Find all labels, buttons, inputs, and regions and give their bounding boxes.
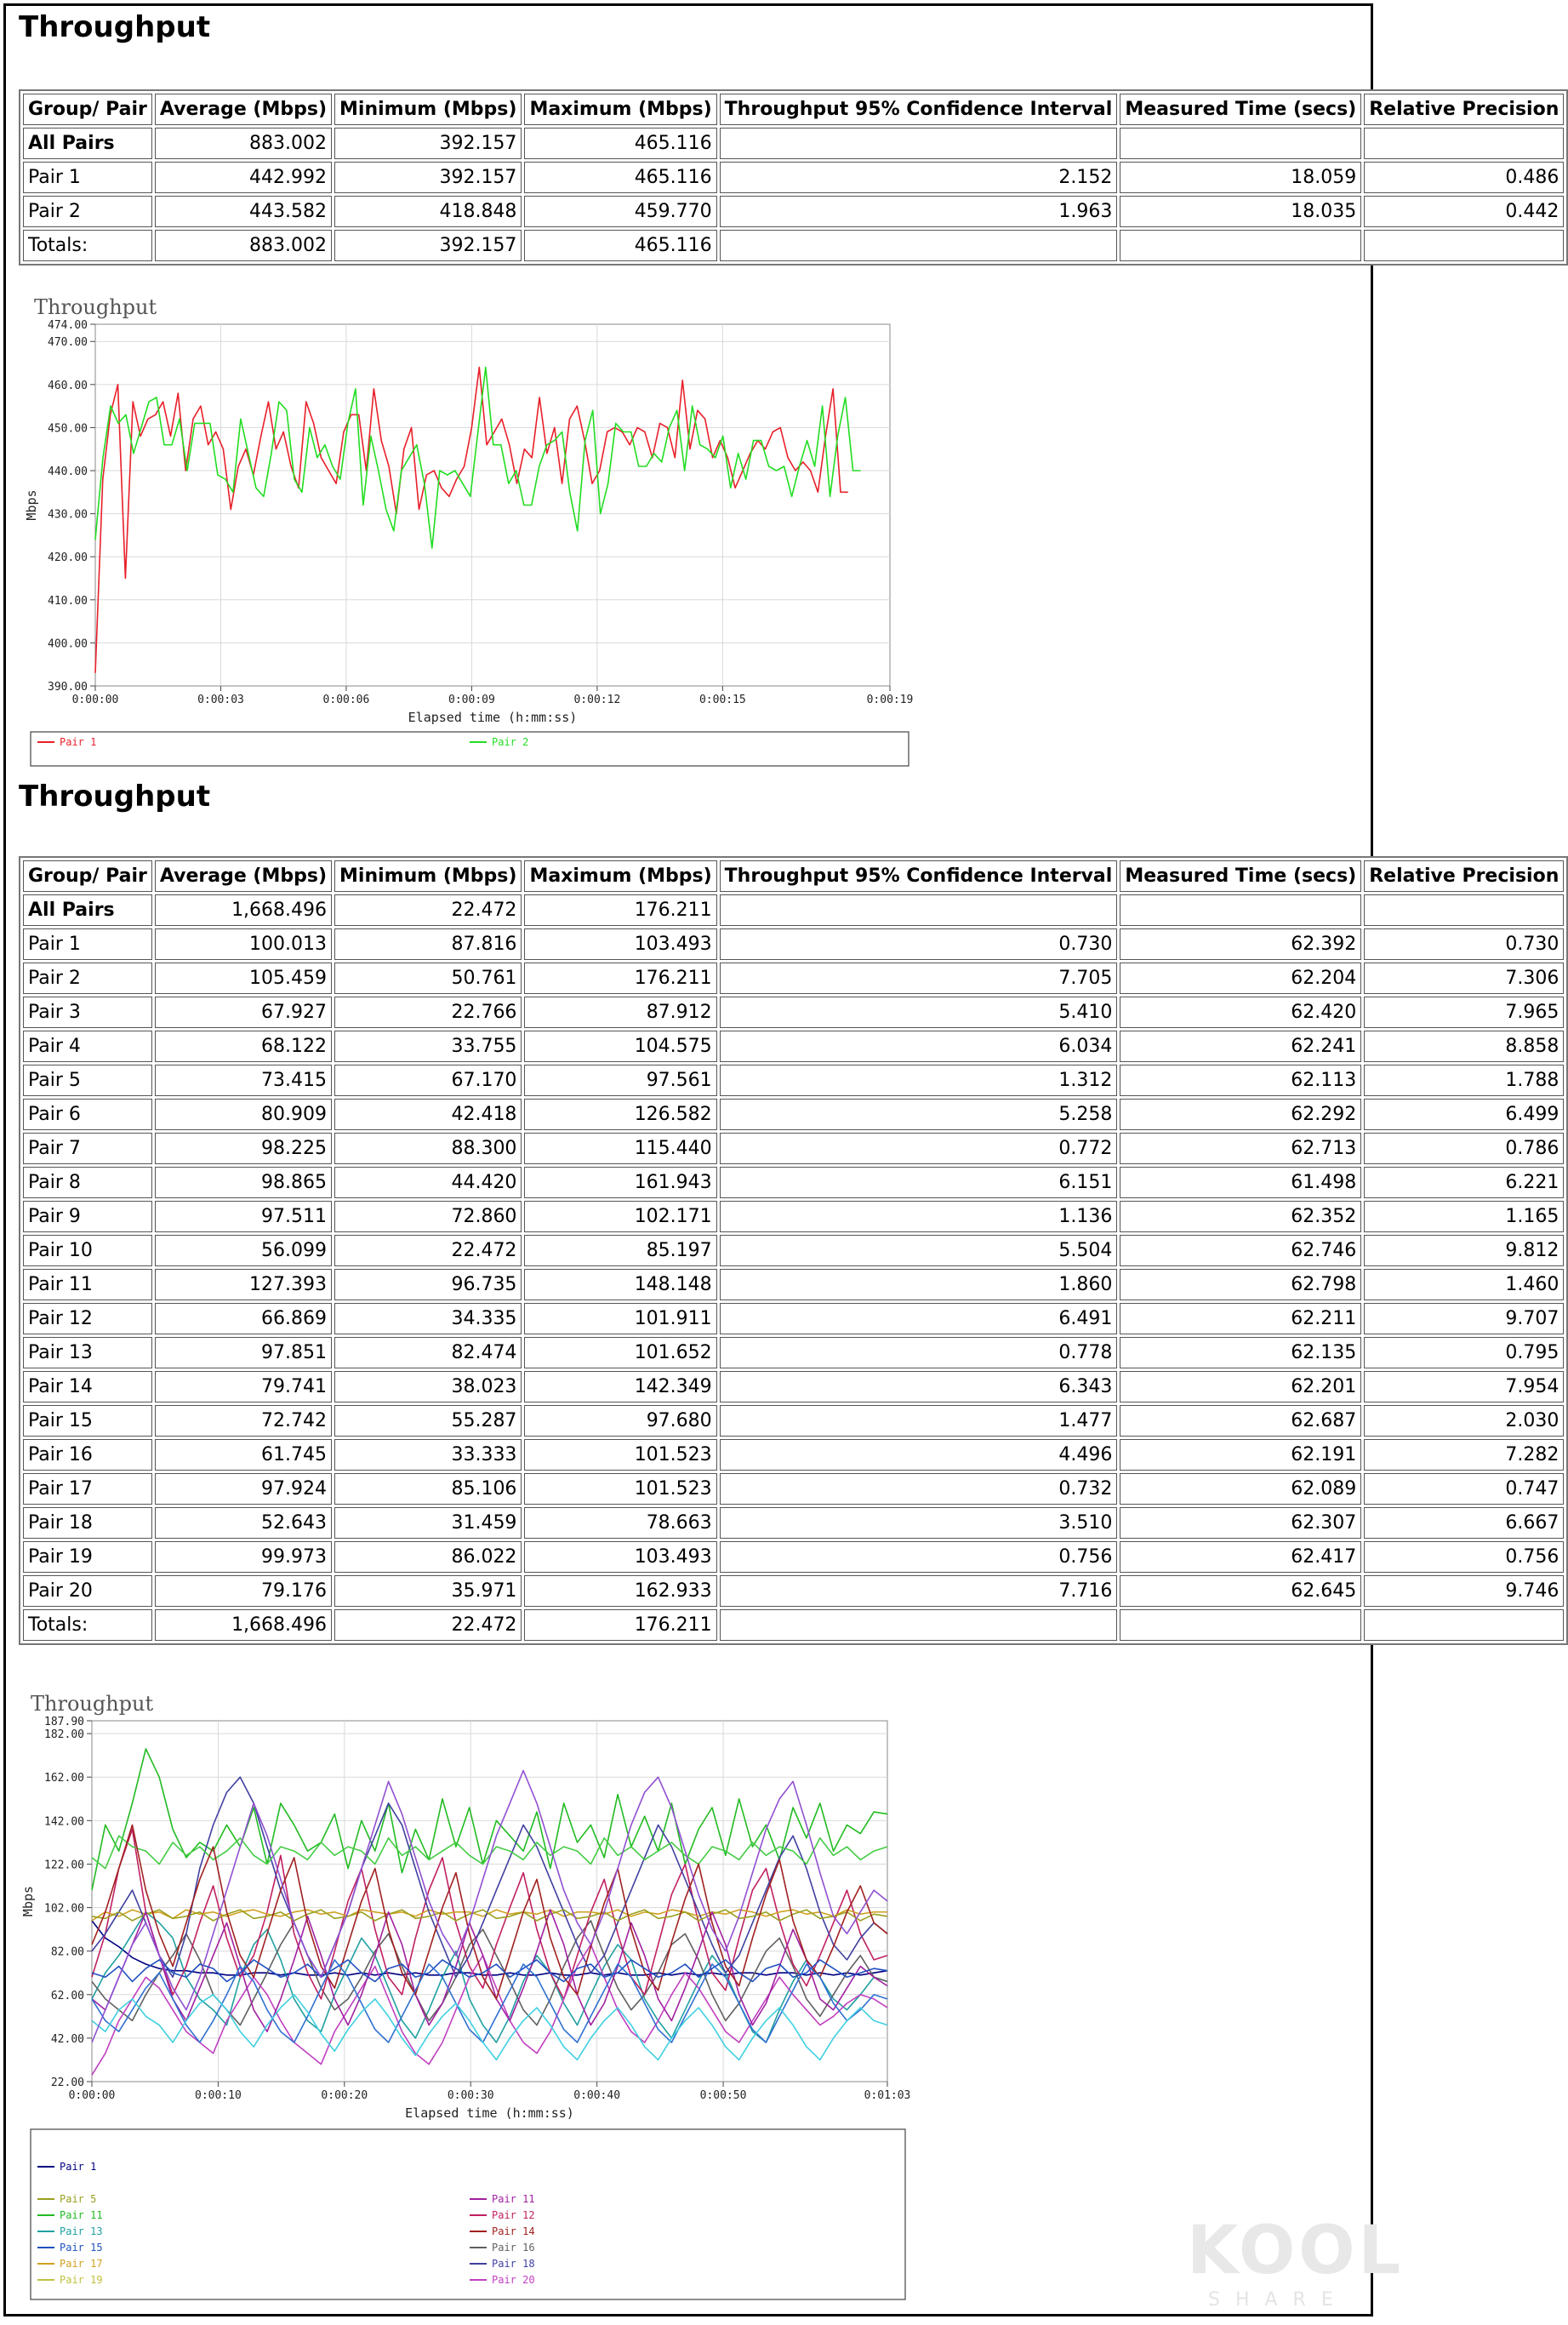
- x-tick-label: 0:00:15: [698, 694, 746, 706]
- table-cell: 72.742: [155, 1405, 332, 1437]
- x-tick-label: 0:00:10: [195, 2089, 242, 2102]
- x-tick-label: 0:00:06: [322, 694, 370, 706]
- table-cell: 72.860: [334, 1201, 522, 1232]
- legend-entry: Pair 2: [492, 736, 529, 748]
- row-label: Pair 14: [23, 1371, 152, 1402]
- table-cell: 176.211: [524, 894, 716, 926]
- table-cell: 79.176: [155, 1575, 332, 1607]
- x-tick-label: 0:01:03: [864, 2089, 911, 2102]
- legend-entry: Pair 17: [60, 2258, 103, 2270]
- y-tick-label: 102.00: [44, 1902, 84, 1916]
- column-header: Minimum (Mbps): [334, 860, 522, 892]
- table-cell: 101.911: [524, 1303, 716, 1334]
- x-tick-label: 0:00:30: [447, 2089, 494, 2102]
- table-cell: 7.306: [1364, 963, 1564, 994]
- table-cell: 88.300: [334, 1133, 522, 1164]
- legend-box: [31, 2129, 905, 2299]
- table-cell: 6.667: [1364, 1507, 1564, 1539]
- row-label: Pair 5: [23, 1065, 152, 1096]
- table-cell: 465.116: [524, 128, 716, 159]
- table-cell: 62.307: [1120, 1507, 1361, 1539]
- table-cell: 61.498: [1120, 1167, 1361, 1198]
- table-cell: 33.333: [334, 1439, 522, 1471]
- table-cell: 73.415: [155, 1065, 332, 1096]
- x-tick-label: 0:00:00: [68, 2089, 116, 2102]
- table-cell: 0.756: [1364, 1541, 1564, 1573]
- table-cell: 22.472: [334, 1235, 522, 1266]
- table-cell: 44.420: [334, 1167, 522, 1198]
- x-tick-label: 0:00:09: [448, 694, 495, 706]
- table-cell: 883.002: [155, 128, 332, 159]
- table-cell: 103.493: [524, 1541, 716, 1573]
- x-tick-label: 0:00:12: [573, 694, 621, 706]
- table-cell: 56.099: [155, 1235, 332, 1266]
- x-tick-label: 0:00:50: [699, 2089, 747, 2102]
- table-cell: 9.812: [1364, 1235, 1564, 1266]
- legend-entry: Pair 1: [60, 2161, 97, 2173]
- row-label: Pair 1: [23, 928, 152, 960]
- table-cell: 62.241: [1120, 1031, 1361, 1062]
- chart-title: Throughput: [34, 295, 157, 319]
- table-cell: 67.170: [334, 1065, 522, 1096]
- x-tick-label: 0:00:00: [71, 694, 119, 706]
- column-header: Throughput 95% Confidence Interval: [720, 94, 1118, 125]
- table-cell: 115.440: [524, 1133, 716, 1164]
- table-cell: 176.211: [524, 963, 716, 994]
- table-cell: 62.798: [1120, 1269, 1361, 1300]
- table-cell: 62.201: [1120, 1371, 1361, 1402]
- table-cell: 392.157: [334, 128, 522, 159]
- legend-entry: Pair 14: [492, 2225, 535, 2237]
- table-cell: 5.504: [720, 1235, 1118, 1266]
- legend-entry: Pair 12: [492, 2209, 535, 2221]
- table-cell: 2.152: [720, 162, 1118, 193]
- table-cell: 0.730: [1364, 928, 1564, 960]
- table-cell: 126.582: [524, 1099, 716, 1130]
- row-label: Pair 7: [23, 1133, 152, 1164]
- table-cell: [1364, 894, 1564, 926]
- plot-area: [92, 1721, 887, 2082]
- table-cell: 103.493: [524, 928, 716, 960]
- table-cell: 127.393: [155, 1269, 332, 1300]
- table-cell: 62.113: [1120, 1065, 1361, 1096]
- table-cell: 62.292: [1120, 1099, 1361, 1130]
- table-cell: 6.499: [1364, 1099, 1564, 1130]
- table-cell: 62.420: [1120, 997, 1361, 1028]
- y-tick-label: 187.90: [44, 1716, 84, 1728]
- table-cell: 62.135: [1120, 1337, 1361, 1368]
- table-cell: 102.171: [524, 1201, 716, 1232]
- table-cell: 5.410: [720, 997, 1118, 1028]
- table-cell: 0.756: [720, 1541, 1118, 1573]
- y-tick-label: 122.00: [44, 1859, 84, 1872]
- row-label: Pair 20: [23, 1575, 152, 1607]
- table-cell: 0.786: [1364, 1133, 1564, 1164]
- column-header: Throughput 95% Confidence Interval: [720, 860, 1118, 892]
- table-cell: 87.912: [524, 997, 716, 1028]
- table-cell: 22.766: [334, 997, 522, 1028]
- column-header: Maximum (Mbps): [524, 860, 716, 892]
- legend-entry: Pair 5: [60, 2193, 97, 2205]
- chart-title: Throughput: [31, 1692, 154, 1716]
- y-tick-label: 460.00: [48, 379, 88, 392]
- table-cell: 459.770: [524, 196, 716, 227]
- row-label: Pair 15: [23, 1405, 152, 1437]
- table-cell: 418.848: [334, 196, 522, 227]
- table-cell: 101.652: [524, 1337, 716, 1368]
- table-cell: 0.732: [720, 1473, 1118, 1505]
- legend-entry: Pair 15: [60, 2242, 103, 2254]
- table-cell: 465.116: [524, 230, 716, 261]
- table-cell: 1,668.496: [155, 1609, 332, 1641]
- table-cell: 6.034: [720, 1031, 1118, 1062]
- row-label: All Pairs: [23, 894, 152, 926]
- table-cell: 1.136: [720, 1201, 1118, 1232]
- table-cell: 85.106: [334, 1473, 522, 1505]
- table-cell: 62.204: [1120, 963, 1361, 994]
- legend-entry: Pair 1: [60, 736, 97, 748]
- table-cell: 3.510: [720, 1507, 1118, 1539]
- table-cell: 392.157: [334, 162, 522, 193]
- table-cell: 443.582: [155, 196, 332, 227]
- table-cell: 80.909: [155, 1099, 332, 1130]
- table-cell: 1.860: [720, 1269, 1118, 1300]
- table-cell: 101.523: [524, 1439, 716, 1471]
- x-tick-label: 0:00:03: [197, 694, 244, 706]
- table-cell: 98.865: [155, 1167, 332, 1198]
- table-cell: 62.746: [1120, 1235, 1361, 1266]
- table-cell: 105.459: [155, 963, 332, 994]
- table-cell: 6.221: [1364, 1167, 1564, 1198]
- x-tick-label: 0:00:19: [866, 694, 914, 706]
- table-cell: 104.575: [524, 1031, 716, 1062]
- table-cell: 62.392: [1120, 928, 1361, 960]
- table-cell: 0.778: [720, 1337, 1118, 1368]
- table-cell: 142.349: [524, 1371, 716, 1402]
- row-label: Pair 16: [23, 1439, 152, 1471]
- row-label: Pair 10: [23, 1235, 152, 1266]
- x-tick-label: 0:00:40: [573, 2089, 621, 2102]
- row-label: Pair 2: [23, 963, 152, 994]
- row-label: Pair 1: [23, 162, 152, 193]
- table-cell: 0.442: [1364, 196, 1564, 227]
- table-cell: 7.282: [1364, 1439, 1564, 1471]
- table-cell: 1.477: [720, 1405, 1118, 1437]
- legend-entry: Pair 11: [492, 2193, 535, 2205]
- column-header: Group/ Pair: [23, 860, 152, 892]
- table-cell: 6.151: [720, 1167, 1118, 1198]
- table-cell: 31.459: [334, 1507, 522, 1539]
- table-cell: 62.687: [1120, 1405, 1361, 1437]
- y-axis-label: Mbps: [20, 1885, 36, 1917]
- y-tick-label: 62.00: [50, 1989, 84, 2002]
- column-header: Average (Mbps): [155, 94, 332, 125]
- column-header: Maximum (Mbps): [524, 94, 716, 125]
- table-cell: 883.002: [155, 230, 332, 261]
- table-cell: 99.973: [155, 1541, 332, 1573]
- table-cell: 62.191: [1120, 1439, 1361, 1471]
- table-cell: 87.816: [334, 928, 522, 960]
- y-tick-label: 450.00: [48, 422, 88, 436]
- column-header: Relative Precision: [1364, 94, 1564, 125]
- y-tick-label: 410.00: [48, 594, 88, 608]
- table-cell: 1.165: [1364, 1201, 1564, 1232]
- column-header: Group/ Pair: [23, 94, 152, 125]
- table-cell: 35.971: [334, 1575, 522, 1607]
- table-cell: [1364, 128, 1564, 159]
- table-cell: 68.122: [155, 1031, 332, 1062]
- y-tick-label: 142.00: [44, 1815, 84, 1829]
- x-axis-label: Elapsed time (h:mm:ss): [405, 2105, 574, 2121]
- legend-entry: Pair 11: [60, 2209, 103, 2221]
- table-cell: 176.211: [524, 1609, 716, 1641]
- table-cell: 161.943: [524, 1167, 716, 1198]
- table-cell: 7.705: [720, 963, 1118, 994]
- table-cell: 0.747: [1364, 1473, 1564, 1505]
- row-label: Totals:: [23, 230, 152, 261]
- y-tick-label: 430.00: [48, 508, 88, 522]
- x-tick-label: 0:00:20: [321, 2089, 368, 2102]
- table-cell: 34.335: [334, 1303, 522, 1334]
- table-cell: 62.089: [1120, 1473, 1361, 1505]
- legend-entry: Pair 13: [60, 2225, 103, 2237]
- y-tick-label: 82.00: [50, 1945, 84, 1959]
- table-cell: 61.745: [155, 1439, 332, 1471]
- column-header: Relative Precision: [1364, 860, 1564, 892]
- x-axis-label: Elapsed time (h:mm:ss): [408, 710, 578, 725]
- table-cell: [1364, 1609, 1564, 1641]
- table-cell: 465.116: [524, 162, 716, 193]
- table-cell: 97.924: [155, 1473, 332, 1505]
- table-cell: 0.772: [720, 1133, 1118, 1164]
- row-label: Pair 18: [23, 1507, 152, 1539]
- table-cell: 148.148: [524, 1269, 716, 1300]
- y-tick-label: 470.00: [48, 336, 88, 350]
- table-cell: 78.663: [524, 1507, 716, 1539]
- table-cell: 86.022: [334, 1541, 522, 1573]
- row-label: Pair 13: [23, 1337, 152, 1368]
- y-tick-label: 420.00: [48, 551, 88, 565]
- y-tick-label: 390.00: [48, 681, 88, 694]
- legend-entry: Pair 18: [492, 2258, 535, 2270]
- table-cell: 7.965: [1364, 997, 1564, 1028]
- table-cell: 55.287: [334, 1405, 522, 1437]
- table-cell: 5.258: [720, 1099, 1118, 1130]
- y-tick-label: 42.00: [50, 2032, 84, 2046]
- table-cell: 62.713: [1120, 1133, 1361, 1164]
- table-cell: 42.418: [334, 1099, 522, 1130]
- table-cell: 1.312: [720, 1065, 1118, 1096]
- row-label: Pair 4: [23, 1031, 152, 1062]
- table-cell: 101.523: [524, 1473, 716, 1505]
- table-cell: [1364, 230, 1564, 261]
- table-cell: 1,668.496: [155, 894, 332, 926]
- table-cell: 62.645: [1120, 1575, 1361, 1607]
- table-cell: 97.511: [155, 1201, 332, 1232]
- table-cell: 8.858: [1364, 1031, 1564, 1062]
- y-tick-label: 182.00: [44, 1728, 84, 1742]
- table-cell: 62.417: [1120, 1541, 1361, 1573]
- row-label: Pair 3: [23, 997, 152, 1028]
- legend-entry: Pair 20: [492, 2274, 535, 2286]
- table-cell: 97.561: [524, 1065, 716, 1096]
- table-cell: 2.030: [1364, 1405, 1564, 1437]
- table-cell: 96.735: [334, 1269, 522, 1300]
- y-tick-label: 474.00: [48, 319, 88, 332]
- row-label: Pair 19: [23, 1541, 152, 1573]
- table-cell: 9.746: [1364, 1575, 1564, 1607]
- table-cell: 1.963: [720, 196, 1118, 227]
- y-axis-label: Mbps: [24, 489, 39, 521]
- row-label: Pair 9: [23, 1201, 152, 1232]
- table-cell: 0.730: [720, 928, 1118, 960]
- table-cell: 62.352: [1120, 1201, 1361, 1232]
- table-cell: 100.013: [155, 928, 332, 960]
- table-cell: 98.225: [155, 1133, 332, 1164]
- table-cell: 82.474: [334, 1337, 522, 1368]
- table-cell: 6.343: [720, 1371, 1118, 1402]
- row-label: Pair 6: [23, 1099, 152, 1130]
- y-tick-label: 22.00: [50, 2077, 84, 2089]
- watermark-logo: KOOL: [1187, 2213, 1405, 2289]
- table-cell: 97.680: [524, 1405, 716, 1437]
- column-header: Average (Mbps): [155, 860, 332, 892]
- row-label: Pair 17: [23, 1473, 152, 1505]
- table-cell: 52.643: [155, 1507, 332, 1539]
- column-header: Measured Time (secs): [1120, 94, 1361, 125]
- table-cell: 50.761: [334, 963, 522, 994]
- watermark-sub: SHARE: [1208, 2289, 1348, 2311]
- table-cell: 162.933: [524, 1575, 716, 1607]
- table-cell: 97.851: [155, 1337, 332, 1368]
- row-label: Pair 11: [23, 1269, 152, 1300]
- table-cell: 79.741: [155, 1371, 332, 1402]
- table-cell: 66.869: [155, 1303, 332, 1334]
- row-label: Pair 8: [23, 1167, 152, 1198]
- column-header: Measured Time (secs): [1120, 860, 1361, 892]
- table-cell: 22.472: [334, 1609, 522, 1641]
- legend-entry: Pair 16: [492, 2242, 535, 2254]
- table-cell: 442.992: [155, 162, 332, 193]
- table-cell: 0.795: [1364, 1337, 1564, 1368]
- table-cell: 0.486: [1364, 162, 1564, 193]
- table-cell: 1.788: [1364, 1065, 1564, 1096]
- table-cell: 9.707: [1364, 1303, 1564, 1334]
- row-label: All Pairs: [23, 128, 152, 159]
- table-cell: 67.927: [155, 997, 332, 1028]
- table-cell: 4.496: [720, 1439, 1118, 1471]
- section-title-1: Throughput: [19, 10, 211, 44]
- legend-entry: Pair 19: [60, 2274, 103, 2286]
- table-cell: 392.157: [334, 230, 522, 261]
- section-title-2: Throughput: [19, 780, 211, 814]
- table-cell: 6.491: [720, 1303, 1118, 1334]
- table-cell: 7.954: [1364, 1371, 1564, 1402]
- table-cell: 62.211: [1120, 1303, 1361, 1334]
- table-cell: 1.460: [1364, 1269, 1564, 1300]
- y-tick-label: 162.00: [44, 1772, 84, 1785]
- table-cell: 22.472: [334, 894, 522, 926]
- table-cell: 33.755: [334, 1031, 522, 1062]
- y-tick-label: 440.00: [48, 466, 88, 479]
- row-label: Totals:: [23, 1609, 152, 1641]
- row-label: Pair 2: [23, 196, 152, 227]
- table-cell: 38.023: [334, 1371, 522, 1402]
- table-cell: 7.716: [720, 1575, 1118, 1607]
- table-cell: 18.035: [1120, 196, 1361, 227]
- row-label: Pair 12: [23, 1303, 152, 1334]
- y-tick-label: 400.00: [48, 637, 88, 651]
- column-header: Minimum (Mbps): [334, 94, 522, 125]
- table-cell: 85.197: [524, 1235, 716, 1266]
- table-cell: 18.059: [1120, 162, 1361, 193]
